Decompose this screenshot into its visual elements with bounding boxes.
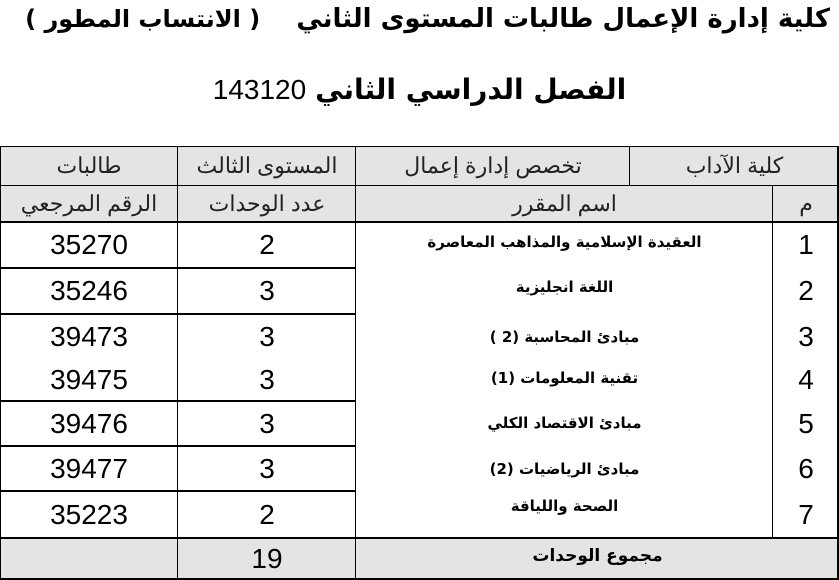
- row-units: 3: [259, 452, 275, 484]
- title-main: كلية إدارة الإعمال طالبات المستوى الثاني: [296, 4, 830, 34]
- row-course-name: تقنية المعلومات (1): [490, 369, 639, 387]
- row-index: 2: [798, 275, 814, 306]
- grid-line: [177, 146, 178, 580]
- info-level: المستوى الثالث: [196, 153, 338, 178]
- row-course-name: مبادئ المحاسبة (2 ): [489, 327, 640, 346]
- col-header-course: اسم المقرر: [512, 190, 617, 216]
- grid-line: [629, 146, 630, 185]
- semester-label: الفصل الدراسي الثاني: [315, 73, 627, 106]
- row-index: 6: [798, 452, 814, 484]
- row-units: 3: [259, 407, 275, 439]
- grid-line: [772, 185, 773, 537]
- row-ref-number: 39476: [50, 407, 128, 439]
- total-label: مجموع الوحدات: [532, 546, 663, 566]
- col-header-index: م: [799, 190, 813, 216]
- row-ref-number: 35270: [50, 229, 128, 260]
- grid-line: [0, 185, 839, 186]
- col-header-ref: الرقم المرجعي: [20, 190, 158, 216]
- info-college: كلية الآداب: [685, 153, 784, 178]
- row-course-name: العقيدة الإسلامية والمذاهب المعاصرة: [427, 233, 702, 251]
- grid-line: [0, 267, 356, 269]
- grid-line: [0, 221, 839, 223]
- row-index: 5: [798, 407, 814, 439]
- grid-line: [0, 400, 356, 402]
- row-index: 7: [798, 498, 814, 530]
- grid-line: [0, 146, 839, 147]
- row-course-name: اللغة انجليزية: [515, 278, 614, 296]
- grid-line: [0, 537, 839, 539]
- col-header-units: عدد الوحدات: [208, 190, 326, 216]
- grid-line: [0, 146, 1, 580]
- row-index: 1: [798, 229, 814, 260]
- title-program: ( الانتساب المطور ): [25, 5, 261, 33]
- total-value: 19: [251, 543, 283, 574]
- info-gender: طالبات: [56, 153, 122, 178]
- grid-line: [0, 313, 356, 315]
- row-index: 4: [798, 364, 814, 395]
- info-specialization: تخصص إدارة إعمال: [404, 153, 582, 178]
- row-ref-number: 39473: [50, 320, 128, 352]
- row-ref-number: 35223: [50, 498, 128, 530]
- row-index: 3: [798, 320, 814, 352]
- grid-line: [355, 146, 356, 580]
- grid-line: [0, 445, 356, 447]
- row-course-name: مبادئ الاقتصاد الكلي: [487, 413, 642, 432]
- row-units: 3: [259, 364, 275, 395]
- row-units: 3: [259, 275, 275, 306]
- row-units: 2: [259, 229, 275, 260]
- row-ref-number: 35246: [50, 275, 128, 306]
- row-units: 3: [259, 320, 275, 352]
- row-course-name: الصحة واللياقة: [510, 496, 619, 515]
- semester-year: 143120: [212, 74, 307, 105]
- grid-line: [0, 490, 356, 492]
- row-course-name: مبادئ الرياضيات (2): [489, 459, 640, 478]
- row-units: 2: [259, 498, 275, 530]
- row-ref-number: 39477: [50, 452, 128, 484]
- row-ref-number: 39475: [50, 364, 128, 395]
